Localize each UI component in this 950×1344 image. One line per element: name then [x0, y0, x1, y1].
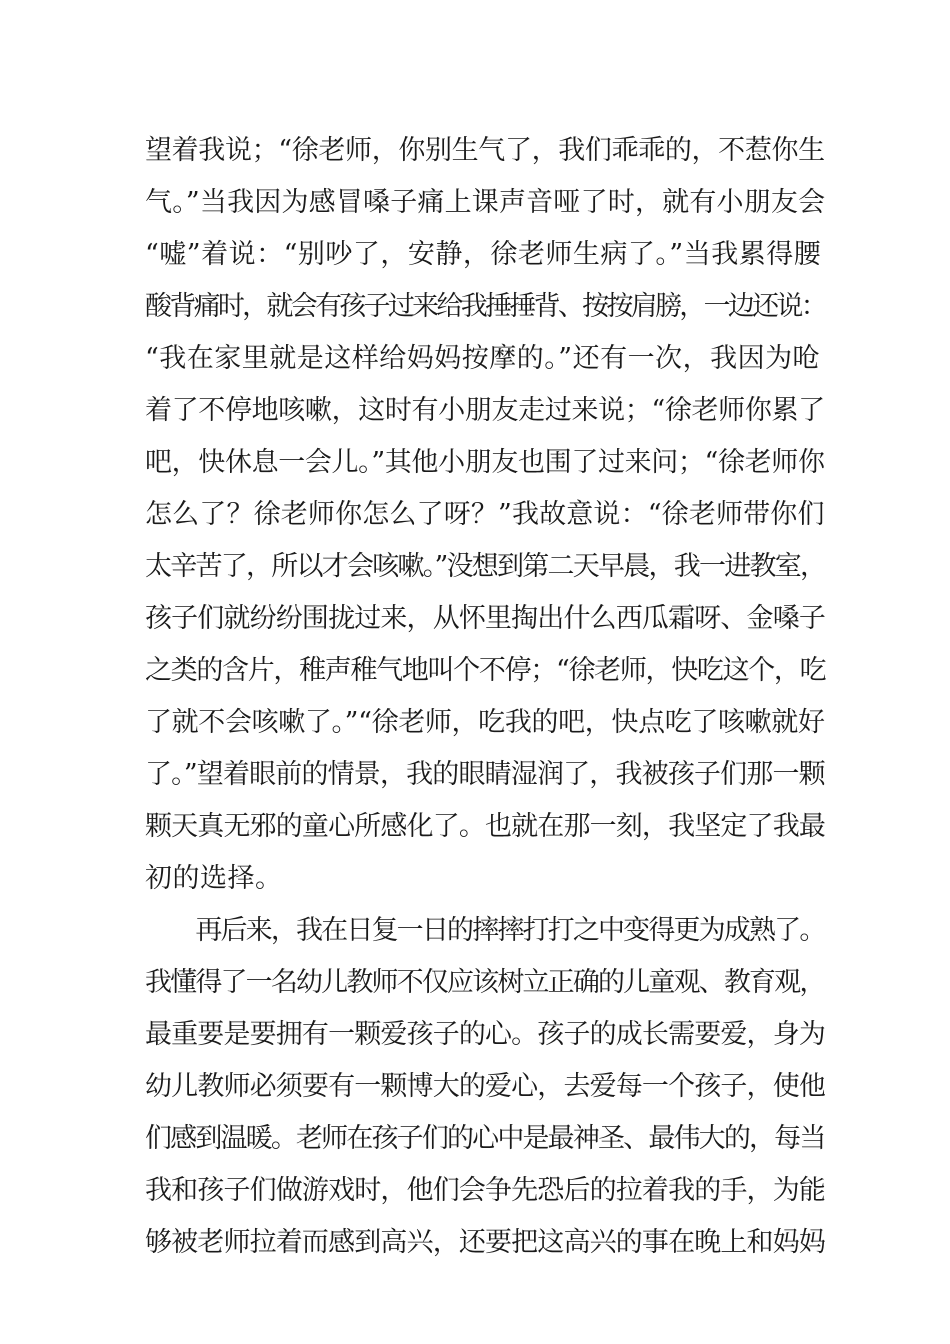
text-line: 们感到温暖。老师在孩子们的心中是最神圣、最伟大的，每当	[145, 1123, 825, 1154]
text-line: 最重要是要拥有一颗爱孩子的心。孩子的成长需要爱，身为	[145, 1019, 825, 1050]
text-line: 怎么了？徐老师你怎么了呀？”我故意说：“徐老师带你们	[145, 499, 825, 530]
text-line: 再后来，我在日复一日的摔摔打打之中变得更为成熟了。	[145, 915, 825, 946]
text-line: 吧，快休息一会儿。”其他小朋友也围了过来问；“徐老师你	[145, 447, 825, 478]
text-line: 气。”当我因为感冒嗓子痛上课声音哑了时，就有小朋友会	[145, 187, 826, 218]
text-line: “我在家里就是这样给妈妈按摩的。”还有一次，我因为呛	[145, 343, 821, 374]
text-line: “嘘”着说：“别吵了，安静，徐老师生病了。”当我累得腰	[145, 239, 822, 270]
text-line: 我懂得了一名幼儿教师不仅应该树立正确的儿童观、教育观，	[145, 967, 825, 998]
text-line: 颗天真无邪的童心所感化了。也就在那一刻，我坚定了我最	[145, 811, 825, 842]
text-line: 幼儿教师必须要有一颗博大的爱心，去爱每一个孩子，使他	[145, 1071, 825, 1102]
text-line: 着了不停地咳嗽，这时有小朋友走过来说；“徐老师你累了	[145, 395, 825, 426]
text-line: 之类的含片，稚声稚气地叫个不停；“徐老师，快吃这个，吃	[145, 655, 826, 686]
text-line: 望着我说；“徐老师，你别生气了，我们乖乖的，不惹你生	[145, 135, 825, 166]
text-line: 了。”望着眼前的情景，我的眼睛湿润了，我被孩子们那一颗	[145, 759, 825, 790]
text-line: 我和孩子们做游戏时，他们会争先恐后的拉着我的手，为能	[145, 1175, 825, 1206]
text-line: 初的选择。	[145, 863, 283, 894]
text-line: 了就不会咳嗽了。”“徐老师，吃我的吧，快点吃了咳嗽就好	[145, 707, 825, 738]
body-text	[145, 125, 825, 1269]
text-line: 够被老师拉着而感到高兴，还要把这高兴的事在晚上和妈妈	[145, 1227, 825, 1258]
text-line: 孩子们就纷纷围拢过来，从怀里掏出什么西瓜霜呀、金嗓子	[145, 603, 825, 634]
text-line: 太辛苦了，所以才会咳嗽。”没想到第二天早晨，我一进教室，	[145, 551, 826, 582]
text-line: 酸背痛时，就会有孩子过来给我捶捶背、按按肩膀，一边还说：	[145, 291, 825, 322]
